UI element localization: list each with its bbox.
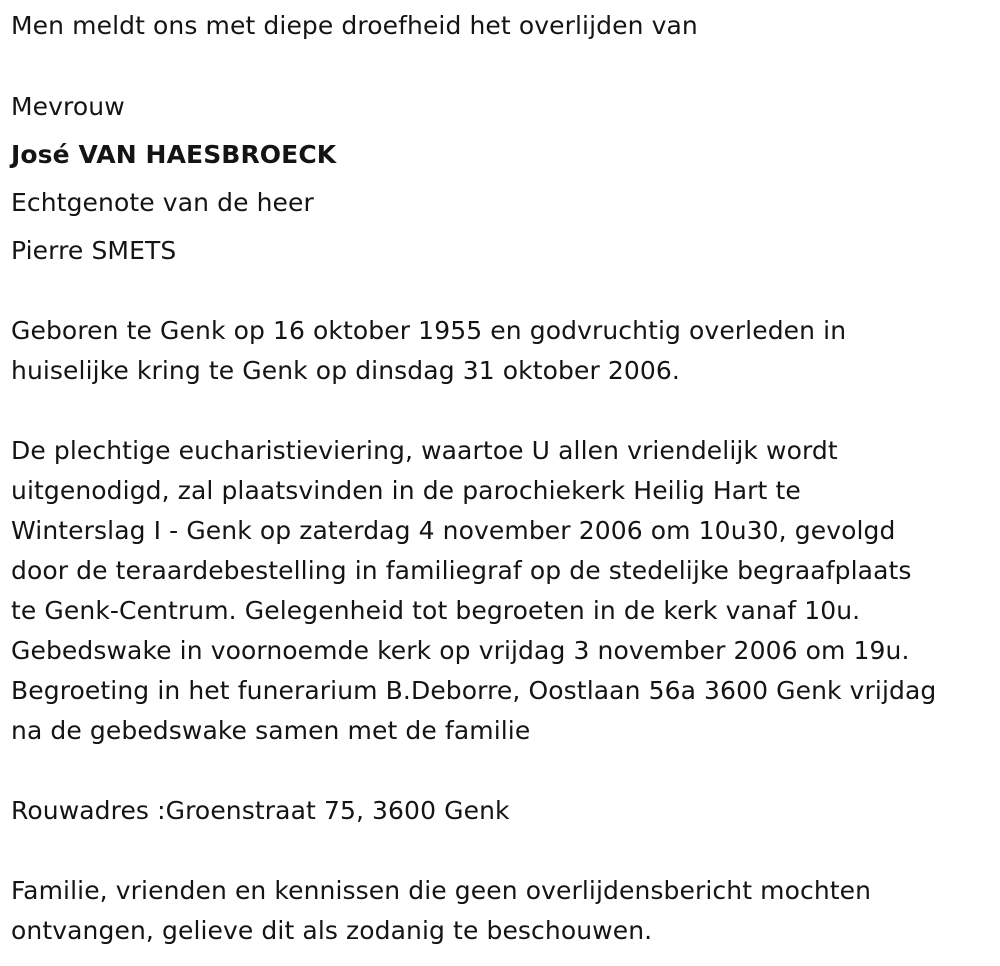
relation-text: Echtgenote van de heer bbox=[11, 188, 314, 217]
paragraph-line: Winterslag I - Genk op zaterdag 4 november 2006 om 10u30, gevolgd bbox=[11, 516, 896, 545]
deceased-name: José VAN HAESBROECK bbox=[11, 140, 337, 169]
deceased-title: Mevrouw bbox=[11, 92, 125, 121]
paragraph-line: Geboren te Genk op 16 oktober 1955 en godvruchtig overleden in bbox=[11, 316, 847, 345]
paragraph-line: Familie, vrienden en kennissen die geen overlijdensbericht mochten bbox=[11, 876, 872, 905]
paragraph-line: ontvangen, gelieve dit als zodanig te beschouwen. bbox=[11, 916, 653, 945]
paragraph-line: Gebedswake in voornoemde kerk op vrijdag 3 november 2006 om 19u. bbox=[11, 636, 910, 665]
paragraph-line: huiselijke kring te Genk op dinsdag 31 oktober 2006. bbox=[11, 356, 680, 385]
paragraph-line: te Genk-Centrum. Gelegenheid tot begroeten in de kerk vanaf 10u. bbox=[11, 596, 861, 625]
paragraph-line: De plechtige eucharistieviering, waartoe U allen vriendelijk wordt bbox=[11, 436, 838, 465]
paragraph-line: door de teraardebestelling in familiegraf op de stedelijke begraafplaats bbox=[11, 556, 912, 585]
mourning-address: Rouwadres :Groenstraat 75, 3600 Genk bbox=[11, 796, 510, 825]
paragraph-line: Begroeting in het funerarium B.Deborre, Oostlaan 56a 3600 Genk vrijdag bbox=[11, 676, 937, 705]
paragraph-line: uitgenodigd, zal plaatsvinden in de parochiekerk Heilig Hart te bbox=[11, 476, 801, 505]
intro-text: Men meldt ons met diepe droefheid het overlijden van bbox=[11, 11, 698, 40]
spouse-name: Pierre SMETS bbox=[11, 236, 177, 265]
paragraph-line: na de gebedswake samen met de familie bbox=[11, 716, 531, 745]
